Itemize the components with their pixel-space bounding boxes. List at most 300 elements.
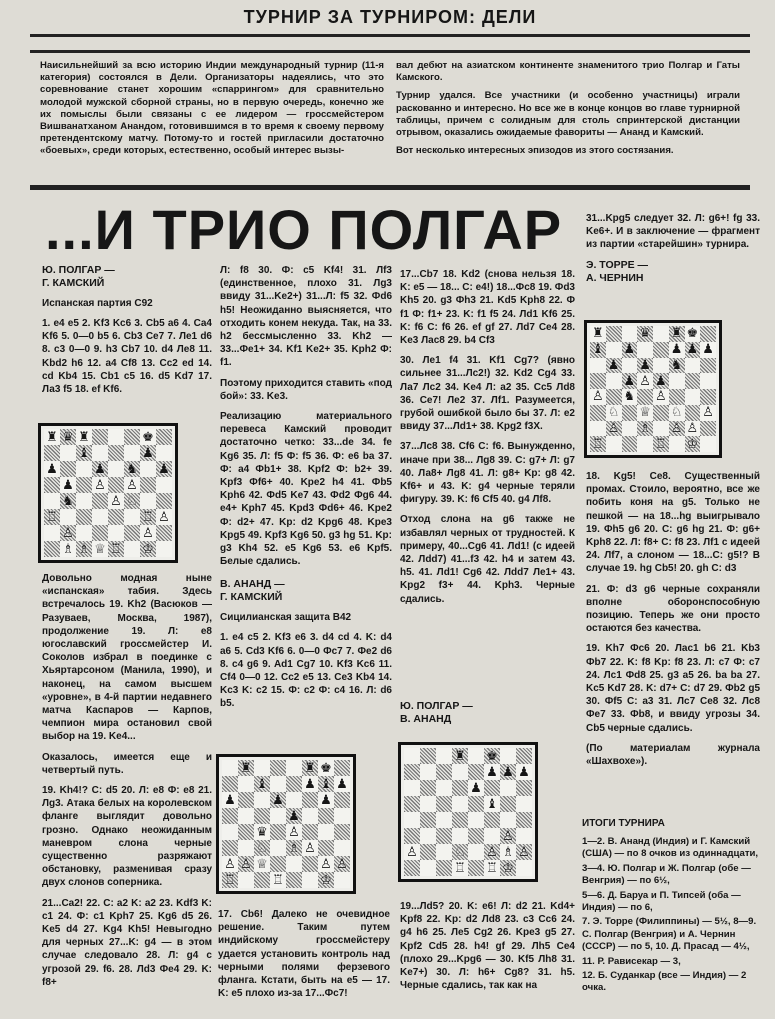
white-pawn-icon: ♙ [110,493,122,509]
board-square [286,792,302,808]
black-pawn-icon: ♟ [655,373,667,389]
board-square [420,796,436,812]
board-square [44,477,60,493]
board-square [516,796,532,812]
board-square [270,840,286,856]
board-square [468,748,484,764]
board-square [44,541,60,557]
board-square [452,748,468,764]
board-square [622,389,638,405]
game2-moves: 1. e4 c5 2. Kf3 e6 3. d4 cd 4. K: d4 a6 5. Cd3 Kf6 6. 0—0 Фc7 7. Фe2 d6 8. c4 g6 9. Ad1 Cg7 10. Kf3 Kc6 11. Cf4 0—0 12. Cc2 e5 13. Ce3 Kb4 14. Kc3 K: c2 15. Ф: c2 Ф: c4 16. Л: d6 b5. [220,632,392,710]
board-square [76,477,92,493]
board-square [590,421,606,437]
board-square [622,373,638,389]
black-bishop-icon: ♝ [320,776,332,792]
board-square [76,445,92,461]
white-king-icon: ♔ [142,541,154,557]
board-square [590,358,606,374]
game2-head: В. АНАНД — Г. КАМСКИЙ [220,578,285,604]
board-square [44,445,60,461]
intro [40,60,740,178]
game3-head: Ю. ПОЛГАР — В. АНАНД [400,700,473,725]
black-pawn-icon: ♟ [518,764,530,780]
board-square [420,812,436,828]
board-square [685,373,701,389]
board-square [140,461,156,477]
white-pawn-icon: ♙ [62,525,74,541]
board-square [238,824,254,840]
col2-text [220,264,392,749]
chess-diagram-3 [398,742,538,882]
board-square [318,792,334,808]
white-pawn-icon: ♙ [702,405,714,421]
board-square [685,342,701,358]
board-square [606,405,622,421]
board-square [76,493,92,509]
board-square [653,421,669,437]
board-square [669,389,685,405]
board-square [92,509,108,525]
board-square [334,776,350,792]
board-square [286,760,302,776]
results-line: 3—4. Ю. Полгар и Ж. Полгар (обе — Венгрия) — по 6½, [582,862,751,887]
board-square [44,525,60,541]
board-square [700,342,716,358]
board-square [484,796,500,812]
chess-diagram-4 [584,320,722,458]
board-square [685,405,701,421]
board-square [606,342,622,358]
board-square [590,342,606,358]
board-square [286,808,302,824]
intro-text-2b: Турнир удался. Все участники (и особенно участницы) играли раскованно и интересно. Но все же в конце концов во главе турнирной таблицы, причем с солидным для столь спринтерской дистанции отрывом, оказались ожидаемые фавориты — Ананд и Камский. [396,90,740,139]
board-square [653,436,669,452]
col1-top [42,264,212,434]
black-pawn-icon: ♟ [502,764,514,780]
white-bishop-icon: ♗ [62,541,74,557]
chess-diagram-2 [216,754,356,894]
black-bishop-icon: ♝ [486,796,498,812]
board-square [653,358,669,374]
col2-bottom [218,908,390,1016]
board-square [156,461,172,477]
board-square [516,748,532,764]
board-square [108,429,124,445]
board-square [286,840,302,856]
black-pawn-icon: ♟ [94,461,106,477]
board-square [590,405,606,421]
board-square [60,429,76,445]
white-bishop-icon: ♗ [288,840,300,856]
board-square [452,780,468,796]
board-square [60,525,76,541]
board-square [516,844,532,860]
board-square [590,373,606,389]
black-rook-icon: ♜ [592,326,604,342]
white-bishop-icon: ♗ [78,541,90,557]
white-pawn-icon: ♙ [158,509,170,525]
board-square [484,860,500,876]
board-square [516,828,532,844]
white-pawn-icon: ♙ [320,856,332,872]
white-pawn-icon: ♙ [607,420,620,436]
board-square [302,776,318,792]
board-square [286,824,302,840]
board-square [436,764,452,780]
black-rook-icon: ♜ [78,429,90,445]
board-square [60,509,76,525]
board-square [318,856,334,872]
white-pawn-icon: ♙ [336,856,348,872]
board-square [637,389,653,405]
board-square [286,856,302,872]
col4-p4: 19. Kh7 Фc6 20. Лac1 b6 21. Kb3 Фb7 22. K: f8 Kp: f8 23. Л: c7 Ф: c7 24. Лc1 Фd8 25. g3 a5 26. ba ba 27. Kc5 Kd7 28. K: d7+ C: d7 29. Фb2 g5 30. Фf5 C: a3 31. Лc7 Ce8 32. Лc8 Фe7 33. Фb8, и ввиду угрозы 34. Cb5 черные сдались. [586,643,760,734]
board-square [484,812,500,828]
col3-text [400,268,575,700]
black-rook-icon: ♜ [670,326,683,342]
board-square [484,828,500,844]
board-square [436,748,452,764]
white-knight-icon: ♘ [126,493,138,509]
board-square [238,872,254,888]
board-square [500,780,516,796]
black-pawn-icon: ♟ [158,461,170,477]
game1-head: Ю. ПОЛГАР — Г. КАМСКИЙ [42,264,115,289]
board-square [76,525,92,541]
board-square [669,373,685,389]
section-header [30,0,750,37]
board-square [653,389,669,405]
black-pawn-icon: ♟ [304,776,316,792]
board-square [452,812,468,828]
board-square [606,373,622,389]
board-square [468,844,484,860]
board-square [334,808,350,824]
board-square [606,389,622,405]
board-square [622,405,638,421]
black-rook-icon: ♜ [454,748,466,764]
board-square [254,824,270,840]
results-heading: ИТОГИ ТУРНИРА [582,818,665,829]
col3-p1: 17...Cb7 18. Kd2 (снова нельзя 18. K: e5 — 18... C: e4!) 18...Фc8 19. Фd3 Kh5 20. g3 Фh3 21. Kd5 Kph8 22. Ф f1 Ф: f1+ 23. K: f1 f5 24. Лd1 Kf6 25. K: f6 C: f6 26. ef gf 27. Лd7 Ce4 28. Ke3 Лac8 29. b4 Cf3 [400,269,575,347]
white-pawn-icon: ♙ [240,856,252,872]
results-line: 7. Э. Торре (Филиппины) — 5½, 8—9. С. Полгар (Венгрия) и А. Чернин (СССР) — по 5, 10. Д. Прасад — 4½, [582,916,757,953]
board-square [404,748,420,764]
white-rook-icon: ♖ [46,509,58,525]
intro-text-1: Наисильнейший за всю историю Индии международный турнир (11-я категория) состоялся в Дели. Организаторы надеялись, что это соревнование станет хорошим «спаррингом» для сравнительно молодой мужской сборной страны, но в первую очередь, конечно же их помыслы были связаны с ее лидером — гроссмейстером Вишванатханом Анандом, готовившимся в то время к своему первому претендентскому матчу. Потому-то и гостей пригласили достаточно «боевых», среди которых, естественно, особый интерес вызы- [40,60,384,157]
board-square [500,748,516,764]
board-square [516,764,532,780]
board-square [92,525,108,541]
board-square [436,796,452,812]
board-square [124,509,140,525]
board-square [318,760,334,776]
white-pawn-icon: ♙ [518,844,530,860]
board-square [404,828,420,844]
board-square [254,856,270,872]
board-square [44,429,60,445]
board-square [685,436,701,452]
black-queen-icon: ♛ [62,429,74,445]
board-square [140,541,156,557]
board-square [238,792,254,808]
col3-p2: 30. Ле1 f4 31. Kf1 Cg7? (явно сильнее 31...Лc2!) 32. Kd2 Cg4 33. Ла7 Лc2 34. Ke4 Л: a2 35. Cc5 Лd8 36. Ce7! Ле2 37. Лf1. Разумеется, грубой ошибкой было бы 37. Л: e2 ввиду 37...Лd1+ 38. Kpg2 f3X. [400,355,575,433]
board-square [685,326,701,342]
board-square [420,748,436,764]
board-square [334,792,350,808]
board-square [44,509,60,525]
board-square [238,808,254,824]
board-square [140,477,156,493]
board-square [334,856,350,872]
board-square [254,840,270,856]
board-square [124,541,140,557]
board-square [500,844,516,860]
board-square [318,824,334,840]
board-square [124,525,140,541]
board-square [700,373,716,389]
board-square [685,421,701,437]
board-square [222,808,238,824]
white-rook-icon: ♖ [272,872,284,888]
board-square [44,461,60,477]
board-square [669,405,685,421]
board-square [270,808,286,824]
board-square [436,828,452,844]
board-square [140,445,156,461]
board-square [700,405,716,421]
black-rook-icon: ♜ [240,760,252,776]
board-square [156,477,172,493]
board-square [420,860,436,876]
black-pawn-icon: ♟ [639,357,651,373]
board-square [420,780,436,796]
board-square [302,856,318,872]
intro-col-1 [40,60,384,178]
col3-bottom [400,900,575,1017]
board-square [484,780,500,796]
white-pawn-icon: ♙ [126,477,138,493]
board-square [500,812,516,828]
headline: ...И ТРИО ПОЛГАР [45,198,563,261]
board-square [302,792,318,808]
white-knight-icon: ♘ [256,840,268,856]
board-square [404,780,420,796]
col1-p1: Довольно модная ныне «испанская» табия. Здесь встречалось 19. Kh2 (Васюков — Разуваев, Москва, 1987), продолжение 19. Л: e8 югославский гроссмейстер И. Соколов избрал в поединке с Хьяртарсоном (Манила, 1990), и наконец, на самом высшем «уровне», в 4-й партии недавнего матча Каспаров — Карпов, чемпион мира остановил свой выбор на 19. Ke4... [42,573,212,743]
board-square [92,477,108,493]
board-square [404,764,420,780]
intro-text-2a: вал дебют на азиатском континенте знаменитого трио Полгар и Гаты Камского. [396,60,740,84]
board-square [468,764,484,780]
board-square [60,541,76,557]
white-pawn-icon: ♙ [592,389,604,405]
board-square [622,358,638,374]
board-square [653,373,669,389]
white-rook-icon: ♖ [592,436,604,452]
col2-p3: Реализацию материального перевеса Камский проводит достаточно четко: 33...de 34. fe Kg6 35. Л: f5 Ф: f5 36. Ф: e6 ba 37. Ф: a4 Фb1+ 38. Kpf2 Ф: b2+ 39. Kpf3 Фf6+ 40. Kpe2 h4 41. Фb5 Kph6 42. Фd5 Ke7 43. Фd2 Фg6 44. e4+ Kph7 45. Kpd3 Фd6+ 46. Kpe2 Ф: d2+ 47. Kp: d2 Kpg6 48. Kpe3 Kpg5 49. Kpf3 Kg6 50. g3 hg 51. Kp: g3 Kh4 52. e5 Kg6 53. e6 Kpf5. Белые сдались. [220,411,392,568]
board-square [420,844,436,860]
black-pawn-icon: ♟ [686,342,699,358]
board-square [156,493,172,509]
white-pawn-icon: ♙ [655,389,667,405]
board-square [76,429,92,445]
white-rook-icon: ♖ [486,860,498,876]
black-knight-icon: ♞ [670,357,683,373]
white-bishop-icon: ♗ [639,420,651,436]
board-square [700,389,716,405]
col1-p2: Оказалось, имеется еще и четвертый путь. [42,751,212,776]
board-square [516,860,532,876]
board-square [318,776,334,792]
board-square [92,445,108,461]
board-square [286,872,302,888]
board-square [669,436,685,452]
white-rook-icon: ♖ [454,860,466,876]
white-queen-icon: ♕ [256,856,268,872]
white-pawn-icon: ♙ [486,844,498,860]
white-knight-icon: ♘ [607,405,620,421]
col4-source: (По материалам журнала «Шахвохе»). [586,742,760,768]
board-square [606,421,622,437]
black-bishop-icon: ♝ [592,342,604,358]
results-line: 5—6. Д. Баруа и П. Типсей (оба — Индия) — по 6, [582,889,741,914]
board-square [468,860,484,876]
col1-p3: 19. Kh4!? C: d5 20. Л: e8 Ф: e8 21. Лg3. Атака белых на королевском фланге выглядит довольно грозно. Однако неожиданным маневром слона черные существенно разряжают обстановку, разменивая сразу двух слонов соперника. [42,785,212,889]
board-square [270,760,286,776]
white-pawn-icon: ♙ [224,856,236,872]
board-square [108,477,124,493]
board-square [420,828,436,844]
white-queen-icon: ♕ [639,405,651,421]
board-square [92,493,108,509]
col4-p2: 18. Kg5! Ce8. Существенный промах. Стоило, вероятно, все же побить коня на g5. Только не пешкой — на 18...hg выигрывало 19. Фh5 g6 20. C: g6 hg 21. Ф: g6+ Kph8 22. Л: f8+ C: f8 23. Лf1 с идеей 24. Лf7, а слоном — 18...C: g5!? В случае 19. hg Cb5! 20. gh C: d3 [586,471,760,575]
board-square [637,326,653,342]
white-king-icon: ♔ [320,872,332,888]
board-square [669,358,685,374]
board-square [222,760,238,776]
board-square [484,748,500,764]
black-rook-icon: ♜ [46,429,58,445]
board-square [76,541,92,557]
board-square [420,764,436,780]
board-square [404,844,420,860]
board-square [334,872,350,888]
game2-opening: Сицилианская защита В42 [220,612,352,624]
board-square [484,844,500,860]
board-square [156,445,172,461]
white-pawn-icon: ♙ [406,844,418,860]
black-king-icon: ♚ [486,748,498,764]
col3-p4: Отход слона на g6 также не избавлял черных от трудностей. К примеру, 40...Cg6 41. Лd1! (с идеей 42. Лdd7) 41...f3 42. h4 и затем 43. h5. 41. Лd1! Cg6 42. Лdd7 Ле1+ 43. Kpg2 f3+ 44. Kph3. Черные сдались. [400,514,575,605]
board-square [60,493,76,509]
board-square [622,421,638,437]
board-square [238,840,254,856]
board-square [156,525,172,541]
board-square [238,776,254,792]
col4-top [586,212,760,312]
white-rook-icon: ♖ [110,541,122,557]
col4-text [586,470,760,815]
board-square [404,812,420,828]
board-square [76,461,92,477]
board-square [108,525,124,541]
board-square [622,436,638,452]
board-square [637,358,653,374]
board-square [254,808,270,824]
board-square [222,792,238,808]
board-square [334,824,350,840]
board-square [404,860,420,876]
white-pawn-icon: ♙ [288,824,300,840]
black-pawn-icon: ♟ [224,792,236,808]
game1-moves: 1. e4 e5 2. Kf3 Kc6 3. Cb5 a6 4. Ca4 Kf6 5. 0—0 b5 6. Cb3 Ce7 7. Ле1 d6 8. c3 0—0 9. h3 Cb7 10. d4 Ле8 11. Kbd2 h6 12. a4 Cf8 13. Cc2 ed 14. cd Kb4 15. Cb1 c5 16. d5 Kd7 17. Ла3 f5 18. ef Kf6. [42,318,212,396]
board-square [500,764,516,780]
board-square [156,509,172,525]
board-square [653,342,669,358]
white-pawn-icon: ♙ [639,373,651,389]
board-square [590,326,606,342]
white-pawn-icon: ♙ [502,828,514,844]
black-king-icon: ♚ [686,326,699,342]
black-queen-icon: ♛ [256,824,268,840]
black-pawn-icon: ♟ [486,764,498,780]
board-square [606,326,622,342]
board-square [254,760,270,776]
white-bishop-icon: ♗ [502,844,514,860]
chess-diagram-1 [38,423,178,563]
board-square [318,872,334,888]
black-pawn-icon: ♟ [623,342,636,358]
board-square [108,461,124,477]
board-square [124,493,140,509]
board-square [468,828,484,844]
black-pawn-icon: ♟ [470,780,482,796]
board-square [140,429,156,445]
white-rook-icon: ♖ [224,872,236,888]
black-bishop-icon: ♝ [256,776,268,792]
board-square [108,493,124,509]
white-pawn-icon: ♙ [94,477,106,493]
black-pawn-icon: ♟ [320,792,332,808]
board-square [436,780,452,796]
board-square [124,445,140,461]
board-square [92,429,108,445]
board-square [270,856,286,872]
white-pawn-icon: ♙ [686,420,699,436]
board-square [108,509,124,525]
board-square [500,796,516,812]
board-square [637,342,653,358]
black-king-icon: ♚ [320,760,332,776]
col1-p4: 21...Ca2! 22. C: a2 K: a2 23. Kdf3 K: c1 24. Ф: c1 Kph7 25. Kg6 d5 26. Ke5 d4 27. Kg4 Kh5! Невыгодно для черных 27...K: g4 — в этом случае следовало 28. Л: g4 с угрозой 29. f6. 28. Лd3 Фe4 29. K: f8+ [42,897,212,988]
board-square [302,760,318,776]
game4-head: Э. ТОРРЕ — А. ЧЕРНИН [586,258,649,284]
board-square [124,477,140,493]
section-title: ТУРНИР ЗА ТУРНИРОМ: ДЕЛИ [243,6,537,27]
black-pawn-icon: ♟ [62,477,74,493]
board-square [318,840,334,856]
board-square [653,405,669,421]
board-square [254,792,270,808]
board-square [452,796,468,812]
board-square [222,840,238,856]
board-square [254,872,270,888]
board-square [700,326,716,342]
board-square [637,436,653,452]
board-square [452,828,468,844]
white-rook-icon: ♖ [655,436,667,452]
col2-p2: Поэтому приходится ставить «под бой»: 33. Ke3. [220,377,392,402]
